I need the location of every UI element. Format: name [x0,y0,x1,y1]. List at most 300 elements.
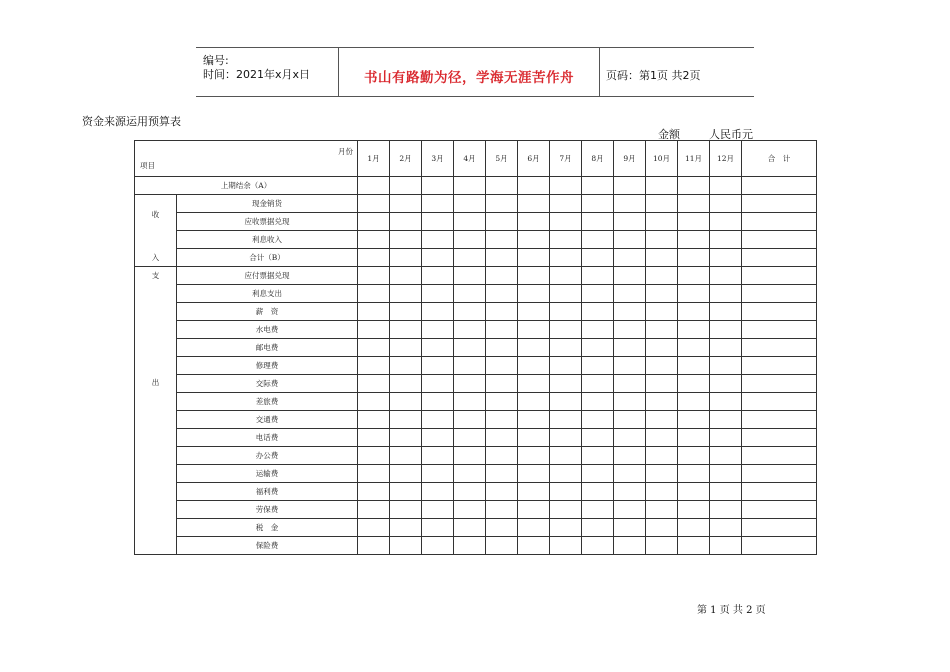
month-value-cell[interactable] [454,195,486,213]
month-value-cell[interactable] [390,249,422,267]
month-value-cell[interactable] [550,177,582,195]
month-value-cell[interactable] [710,249,742,267]
month-value-cell[interactable] [678,303,710,321]
expense-item-label: 劳保费 [177,501,358,519]
month-value-cell[interactable] [646,267,678,285]
month-value-cell[interactable] [358,249,390,267]
month-value-cell[interactable] [454,411,486,429]
month-value-cell[interactable] [550,393,582,411]
month-value-cell[interactable] [582,429,614,447]
month-value-cell[interactable] [454,519,486,537]
month-value-cell[interactable] [614,519,646,537]
total-value-cell[interactable] [742,267,817,285]
month-value-cell[interactable] [678,447,710,465]
month-value-cell[interactable] [454,357,486,375]
table-row [135,213,817,231]
month-value-cell[interactable] [710,285,742,303]
month-value-cell[interactable] [358,537,390,555]
month-value-cell[interactable] [678,375,710,393]
month-value-cell[interactable] [550,285,582,303]
month-header-cell: 3月 [422,141,454,177]
month-value-cell[interactable] [646,285,678,303]
month-value-cell[interactable] [614,483,646,501]
month-value-cell[interactable] [550,195,582,213]
month-value-cell[interactable] [454,483,486,501]
month-value-cell[interactable] [390,195,422,213]
month-value-cell[interactable] [614,447,646,465]
month-value-cell[interactable] [582,447,614,465]
month-value-cell[interactable] [582,465,614,483]
month-value-cell[interactable] [486,447,518,465]
month-value-cell[interactable] [646,321,678,339]
month-value-cell[interactable] [710,267,742,285]
month-value-cell[interactable] [678,249,710,267]
month-value-cell[interactable] [422,429,454,447]
month-value-cell[interactable] [614,321,646,339]
month-value-cell[interactable] [582,393,614,411]
month-value-cell[interactable] [710,393,742,411]
month-value-cell[interactable] [422,357,454,375]
total-value-cell[interactable] [742,483,817,501]
month-value-cell[interactable] [646,537,678,555]
month-value-cell[interactable] [422,375,454,393]
month-value-cell[interactable] [646,411,678,429]
month-value-cell[interactable] [358,483,390,501]
month-value-cell[interactable] [390,267,422,285]
month-value-cell[interactable] [582,519,614,537]
month-value-cell[interactable] [518,393,550,411]
month-value-cell[interactable] [582,285,614,303]
month-value-cell[interactable] [358,465,390,483]
month-value-cell[interactable] [646,447,678,465]
month-value-cell[interactable] [614,393,646,411]
month-value-cell[interactable] [550,249,582,267]
month-value-cell[interactable] [358,267,390,285]
table-row [135,285,817,303]
month-value-cell[interactable] [390,483,422,501]
month-value-cell[interactable] [710,537,742,555]
month-value-cell[interactable] [358,321,390,339]
month-value-cell[interactable] [646,339,678,357]
total-value-cell[interactable] [742,357,817,375]
month-value-cell[interactable] [582,231,614,249]
month-value-cell[interactable] [614,249,646,267]
month-value-cell[interactable] [358,357,390,375]
month-value-cell[interactable] [422,267,454,285]
expense-item-label: 福利费 [177,483,358,501]
month-value-cell[interactable] [358,213,390,231]
corner-header-cell [135,141,358,177]
month-value-cell[interactable] [390,447,422,465]
month-value-cell[interactable] [646,483,678,501]
month-value-cell[interactable] [358,285,390,303]
month-value-cell[interactable] [550,447,582,465]
table-row [135,393,817,411]
month-value-cell[interactable] [518,447,550,465]
month-value-cell[interactable] [646,231,678,249]
month-value-cell[interactable] [678,483,710,501]
month-value-cell[interactable] [550,501,582,519]
total-value-cell[interactable] [742,501,817,519]
month-value-cell[interactable] [550,375,582,393]
month-value-cell[interactable] [582,501,614,519]
month-value-cell[interactable] [518,411,550,429]
month-value-cell[interactable] [358,501,390,519]
month-value-cell[interactable] [454,177,486,195]
month-value-cell[interactable] [614,411,646,429]
income-item-label: 现金销货 [177,195,358,213]
month-value-cell[interactable] [614,285,646,303]
month-value-cell[interactable] [710,321,742,339]
month-value-cell[interactable] [582,537,614,555]
month-value-cell[interactable] [646,465,678,483]
table-row [135,195,817,213]
month-value-cell[interactable] [422,231,454,249]
total-value-cell[interactable] [742,339,817,357]
month-value-cell[interactable] [646,303,678,321]
month-value-cell[interactable] [486,177,518,195]
total-value-cell[interactable] [742,429,817,447]
month-value-cell[interactable] [486,501,518,519]
total-value-cell[interactable] [742,375,817,393]
month-value-cell[interactable] [518,195,550,213]
month-value-cell[interactable] [454,231,486,249]
month-value-cell[interactable] [518,249,550,267]
month-value-cell[interactable] [518,267,550,285]
month-value-cell[interactable] [614,213,646,231]
month-value-cell[interactable] [518,177,550,195]
month-value-cell[interactable] [358,393,390,411]
month-value-cell[interactable] [582,303,614,321]
month-value-cell[interactable] [390,321,422,339]
month-value-cell[interactable] [678,213,710,231]
month-value-cell[interactable] [550,429,582,447]
month-value-cell[interactable] [390,393,422,411]
month-value-cell[interactable] [678,393,710,411]
month-value-cell[interactable] [646,393,678,411]
month-value-cell[interactable] [678,501,710,519]
month-value-cell[interactable] [582,321,614,339]
month-value-cell[interactable] [614,195,646,213]
month-value-cell[interactable] [358,177,390,195]
month-value-cell[interactable] [518,339,550,357]
month-value-cell[interactable] [358,519,390,537]
expense-item-label: 办公费 [177,447,358,465]
month-value-cell[interactable] [422,303,454,321]
month-value-cell[interactable] [422,483,454,501]
month-value-cell[interactable] [390,231,422,249]
month-value-cell[interactable] [518,537,550,555]
month-value-cell[interactable] [486,303,518,321]
month-value-cell[interactable] [582,375,614,393]
month-value-cell[interactable] [678,537,710,555]
month-value-cell[interactable] [678,411,710,429]
month-value-cell[interactable] [454,285,486,303]
total-value-cell[interactable] [742,447,817,465]
month-value-cell[interactable] [486,537,518,555]
month-value-cell[interactable] [550,267,582,285]
month-value-cell[interactable] [678,519,710,537]
month-value-cell[interactable] [422,465,454,483]
month-value-cell[interactable] [518,285,550,303]
month-value-cell[interactable] [710,303,742,321]
month-value-cell[interactable] [486,465,518,483]
month-value-cell[interactable] [486,249,518,267]
month-value-cell[interactable] [518,357,550,375]
month-value-cell[interactable] [678,339,710,357]
month-value-cell[interactable] [614,231,646,249]
month-value-cell[interactable] [486,393,518,411]
month-value-cell[interactable] [390,465,422,483]
total-value-cell[interactable] [742,177,817,195]
month-value-cell[interactable] [614,429,646,447]
month-value-cell[interactable] [518,519,550,537]
month-value-cell[interactable] [614,501,646,519]
month-value-cell[interactable] [614,339,646,357]
month-value-cell[interactable] [582,249,614,267]
expense-item-label: 税 金 [177,519,358,537]
month-value-cell[interactable] [678,267,710,285]
month-value-cell[interactable] [550,357,582,375]
total-value-cell[interactable] [742,411,817,429]
month-value-cell[interactable] [518,375,550,393]
month-value-cell[interactable] [518,465,550,483]
month-value-cell[interactable] [582,357,614,375]
month-value-cell[interactable] [710,357,742,375]
month-value-cell[interactable] [582,339,614,357]
month-value-cell[interactable] [550,213,582,231]
month-value-cell[interactable] [614,303,646,321]
month-value-cell[interactable] [390,429,422,447]
month-value-cell[interactable] [678,429,710,447]
month-value-cell[interactable] [486,519,518,537]
month-value-cell[interactable] [422,321,454,339]
month-value-cell[interactable] [390,177,422,195]
month-value-cell[interactable] [422,339,454,357]
month-value-cell[interactable] [550,339,582,357]
total-value-cell[interactable] [742,195,817,213]
month-value-cell[interactable] [710,375,742,393]
month-value-cell[interactable] [486,267,518,285]
month-value-cell[interactable] [646,519,678,537]
month-value-cell[interactable] [582,177,614,195]
month-header-cell: 2月 [390,141,422,177]
month-value-cell[interactable] [486,195,518,213]
month-value-cell[interactable] [582,483,614,501]
month-value-cell[interactable] [358,231,390,249]
table-row [135,267,817,285]
expense-item-label: 应付票据兑现 [177,267,358,285]
month-value-cell[interactable] [486,483,518,501]
month-value-cell[interactable] [422,447,454,465]
month-value-cell[interactable] [486,339,518,357]
month-value-cell[interactable] [614,177,646,195]
month-value-cell[interactable] [710,501,742,519]
month-value-cell[interactable] [518,429,550,447]
total-value-cell[interactable] [742,285,817,303]
expense-category-cell [135,267,177,555]
total-value-cell[interactable] [742,213,817,231]
table-row [135,303,817,321]
month-value-cell[interactable] [486,213,518,231]
month-value-cell[interactable] [454,393,486,411]
month-value-cell[interactable] [390,357,422,375]
month-value-cell[interactable] [518,321,550,339]
month-value-cell[interactable] [614,375,646,393]
month-value-cell[interactable] [518,303,550,321]
month-value-cell[interactable] [710,195,742,213]
month-value-cell[interactable] [486,285,518,303]
month-value-cell[interactable] [646,357,678,375]
header-left-cell [196,48,338,96]
month-value-cell[interactable] [454,303,486,321]
month-value-cell[interactable] [646,429,678,447]
month-value-cell[interactable] [646,375,678,393]
month-value-cell[interactable] [486,357,518,375]
month-value-cell[interactable] [646,213,678,231]
month-value-cell[interactable] [454,321,486,339]
month-value-cell[interactable] [710,465,742,483]
month-value-cell[interactable] [358,429,390,447]
month-value-cell[interactable] [550,303,582,321]
month-value-cell[interactable] [678,195,710,213]
month-value-cell[interactable] [358,411,390,429]
month-value-cell[interactable] [550,465,582,483]
month-value-cell[interactable] [422,285,454,303]
month-value-cell[interactable] [710,519,742,537]
month-value-cell[interactable] [678,285,710,303]
expense-item-label: 差旅费 [177,393,358,411]
month-value-cell[interactable] [518,213,550,231]
month-value-cell[interactable] [710,411,742,429]
month-value-cell[interactable] [454,465,486,483]
month-value-cell[interactable] [358,303,390,321]
month-value-cell[interactable] [390,519,422,537]
month-value-cell[interactable] [550,231,582,249]
month-value-cell[interactable] [454,375,486,393]
month-value-cell[interactable] [518,483,550,501]
month-value-cell[interactable] [710,213,742,231]
month-value-cell[interactable] [422,195,454,213]
month-value-cell[interactable] [678,177,710,195]
month-value-cell[interactable] [486,321,518,339]
month-value-cell[interactable] [454,447,486,465]
month-value-cell[interactable] [550,537,582,555]
month-value-cell[interactable] [454,501,486,519]
month-value-cell[interactable] [422,411,454,429]
month-value-cell[interactable] [454,339,486,357]
total-value-cell[interactable] [742,393,817,411]
month-value-cell[interactable] [582,213,614,231]
month-value-cell[interactable] [710,177,742,195]
month-value-cell[interactable] [358,375,390,393]
month-value-cell[interactable] [646,249,678,267]
table-row [135,339,817,357]
month-value-cell[interactable] [454,249,486,267]
month-value-cell[interactable] [390,213,422,231]
month-value-cell[interactable] [710,231,742,249]
month-value-cell[interactable] [390,375,422,393]
month-value-cell[interactable] [678,231,710,249]
month-value-cell[interactable] [486,375,518,393]
month-value-cell[interactable] [486,411,518,429]
month-value-cell[interactable] [710,483,742,501]
total-value-cell[interactable] [742,231,817,249]
month-value-cell[interactable] [358,447,390,465]
total-value-cell[interactable] [742,303,817,321]
expense-item-label: 邮电费 [177,339,358,357]
month-value-cell[interactable] [550,483,582,501]
month-value-cell[interactable] [422,519,454,537]
month-value-cell[interactable] [582,195,614,213]
month-header-cell: 11月 [678,141,710,177]
total-value-cell[interactable] [742,321,817,339]
month-value-cell[interactable] [390,537,422,555]
month-value-cell[interactable] [646,177,678,195]
total-value-cell[interactable] [742,249,817,267]
month-value-cell[interactable] [614,537,646,555]
month-value-cell[interactable] [518,501,550,519]
month-value-cell[interactable] [550,411,582,429]
previous-balance-label: 上期结余（A） [135,177,358,195]
total-value-cell[interactable] [742,537,817,555]
month-value-cell[interactable] [486,231,518,249]
month-value-cell[interactable] [422,213,454,231]
month-value-cell[interactable] [358,195,390,213]
month-value-cell[interactable] [646,195,678,213]
page-footer: 第 1 页 共 2 页 [697,605,766,616]
month-value-cell[interactable] [710,429,742,447]
income-item-label: 应收票据兑现 [177,213,358,231]
month-value-cell[interactable] [486,429,518,447]
month-value-cell[interactable] [614,267,646,285]
month-value-cell[interactable] [390,339,422,357]
table-row [135,321,817,339]
month-value-cell[interactable] [422,537,454,555]
month-value-cell[interactable] [454,537,486,555]
month-value-cell[interactable] [390,285,422,303]
month-value-cell[interactable] [454,267,486,285]
total-value-cell[interactable] [742,519,817,537]
month-value-cell[interactable] [390,411,422,429]
month-value-cell[interactable] [550,519,582,537]
month-value-cell[interactable] [390,501,422,519]
month-value-cell[interactable] [390,303,422,321]
month-value-cell[interactable] [454,429,486,447]
header-motto-cell [338,48,600,96]
month-value-cell[interactable] [678,465,710,483]
month-value-cell[interactable] [422,249,454,267]
month-value-cell[interactable] [518,231,550,249]
currency-label: 人民币元 [709,128,753,141]
month-value-cell[interactable] [614,357,646,375]
month-value-cell[interactable] [550,321,582,339]
month-value-cell[interactable] [582,267,614,285]
month-value-cell[interactable] [614,465,646,483]
month-value-cell[interactable] [710,447,742,465]
total-value-cell[interactable] [742,465,817,483]
month-value-cell[interactable] [646,501,678,519]
month-value-cell[interactable] [678,321,710,339]
month-value-cell[interactable] [422,177,454,195]
month-value-cell[interactable] [454,213,486,231]
month-value-cell[interactable] [710,339,742,357]
month-value-cell[interactable] [582,411,614,429]
month-value-cell[interactable] [422,393,454,411]
month-value-cell[interactable] [422,501,454,519]
month-value-cell[interactable] [678,357,710,375]
month-value-cell[interactable] [358,339,390,357]
